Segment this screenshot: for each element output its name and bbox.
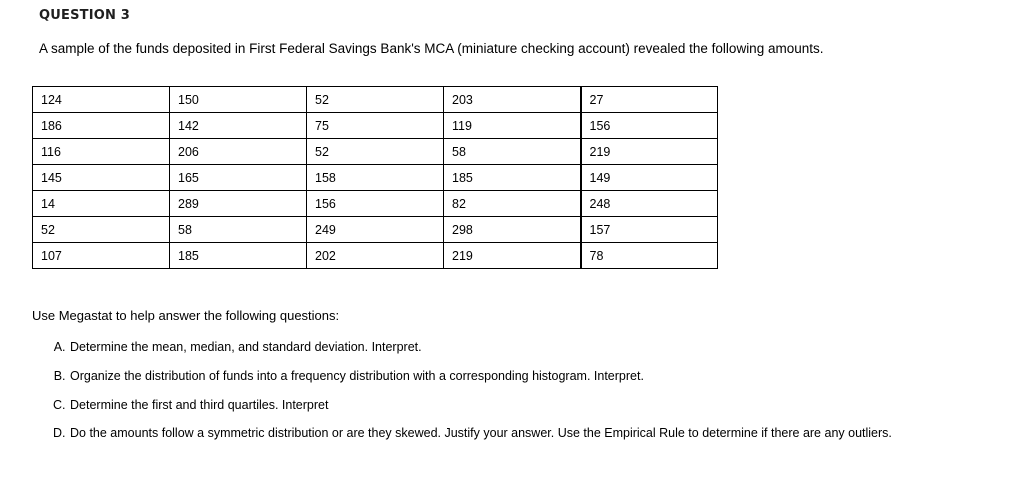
table-cell: 75	[307, 113, 444, 139]
table-cell: 289	[170, 191, 307, 217]
table-cell: 116	[33, 139, 170, 165]
questions-list	[32, 339, 989, 454]
table-cell: 107	[33, 243, 170, 269]
table-cell: 58	[444, 139, 581, 165]
table-cell: 202	[307, 243, 444, 269]
table-row	[33, 165, 718, 191]
table-cell: 52	[307, 139, 444, 165]
table-row	[33, 217, 718, 243]
table-row	[33, 243, 718, 269]
question-intro: A sample of the funds deposited in First Federal Savings Bank's MCA (miniature checking account) revealed the following amounts.	[39, 41, 824, 56]
table-cell: 52	[33, 217, 170, 243]
table-row	[33, 139, 718, 165]
table-cell: 27	[581, 87, 718, 113]
question-item-c: C. Determine the first and third quartiles. Interpret	[69, 397, 989, 413]
funds-table	[32, 86, 718, 269]
table-cell: 249	[307, 217, 444, 243]
table-cell: 165	[170, 165, 307, 191]
table-cell: 150	[170, 87, 307, 113]
table-cell: 206	[170, 139, 307, 165]
table-cell: 124	[33, 87, 170, 113]
table-cell: 157	[581, 217, 718, 243]
table-cell: 145	[33, 165, 170, 191]
table-cell: 14	[33, 191, 170, 217]
table-row	[33, 87, 718, 113]
table-cell: 219	[444, 243, 581, 269]
table-cell: 156	[581, 113, 718, 139]
table-cell: 158	[307, 165, 444, 191]
table-cell: 186	[33, 113, 170, 139]
table-cell: 203	[444, 87, 581, 113]
question-item-d: D. Do the amounts follow a symmetric distribution or are they skewed. Justify your answer. Use the Empirical Rule to determine if there are any outliers.	[69, 425, 989, 441]
question-label: QUESTION 3	[39, 8, 131, 23]
table-cell: 82	[444, 191, 581, 217]
table-cell: 52	[307, 87, 444, 113]
table-cell: 298	[444, 217, 581, 243]
table-cell: 185	[170, 243, 307, 269]
table-cell: 185	[444, 165, 581, 191]
question-item-b: B. Organize the distribution of funds into a frequency distribution with a corresponding histogram. Interpret.	[69, 368, 989, 384]
table-cell: 156	[307, 191, 444, 217]
table-cell: 119	[444, 113, 581, 139]
table-row	[33, 113, 718, 139]
question-item-a: A. Determine the mean, median, and standard deviation. Interpret.	[69, 339, 989, 355]
instructions-text: Use Megastat to help answer the following questions:	[32, 308, 340, 323]
table-cell: 219	[581, 139, 718, 165]
table-cell: 248	[581, 191, 718, 217]
table-row	[33, 191, 718, 217]
table-cell: 149	[581, 165, 718, 191]
table-cell: 142	[170, 113, 307, 139]
table-cell: 58	[170, 217, 307, 243]
table-cell: 78	[581, 243, 718, 269]
